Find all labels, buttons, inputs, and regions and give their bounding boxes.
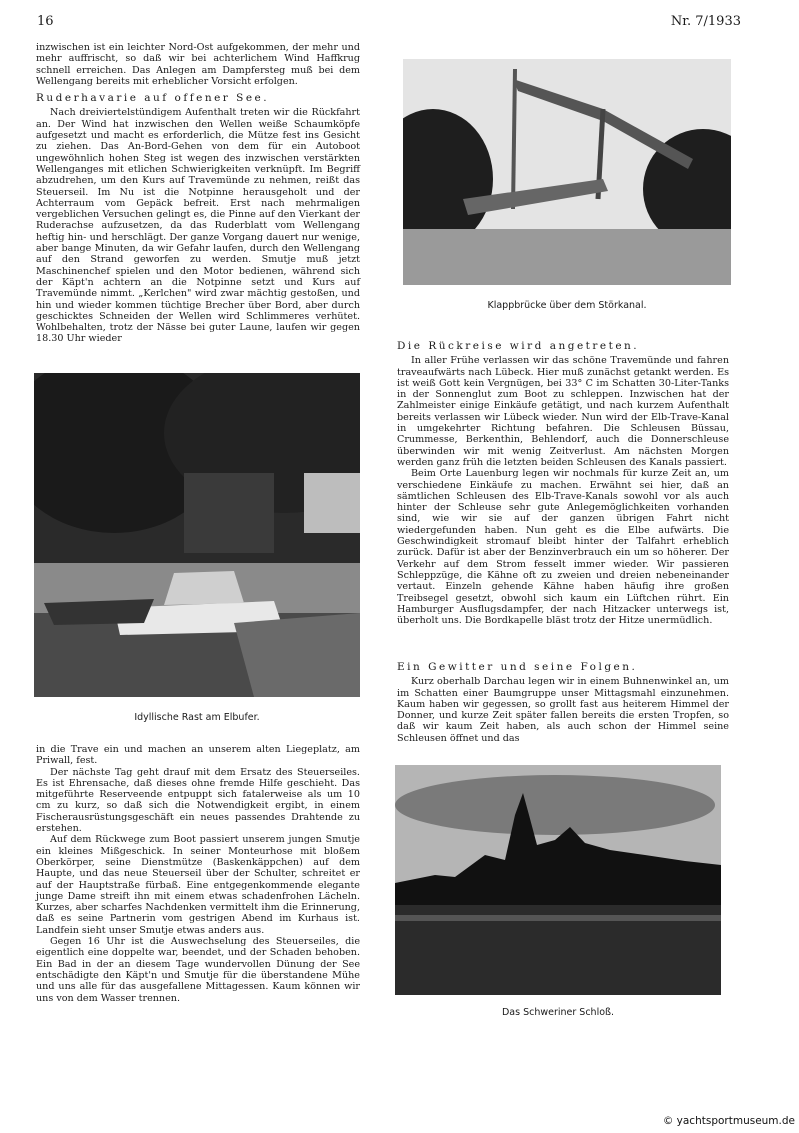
section-heading: Ruderhavarie auf offener See. <box>36 92 270 105</box>
photo-elbufer <box>34 373 360 697</box>
paragraph: Der nächste Tag geht drauf mit dem Ersatz des Steuerseiles. Es ist Ehrensache, daß dieses ohne fremde Hilfe geschieht. Das mitgeführte Reserveende entpuppt sich fatalerweise als um 10 cm zu kurz, so daß sich die Notwendigkeit ergibt, in einem Fischerausrüstungsgeschäft ein neues passendes Drahtende zu erstehen. <box>36 766 360 835</box>
paragraph: inzwischen ist ein leichter Nord-Ost aufgekommen, der mehr und mehr auffrischt, so daß wir bei achterlichem Wind Haffkrug schnell erreichen. Das Anlegen am Dampfersteg muß bei dem Wellengang bereits mit erheblicher Vorsicht erfolgen. <box>36 42 360 87</box>
photo-schwerin <box>395 765 721 995</box>
caption-klappbruecke: Klappbrücke über dem Störkanal. <box>487 300 647 311</box>
paragraph: Nach dreiviertelstündigem Aufenthalt treten wir die Rückfahrt an. Der Wind hat inzwischen den Wellen weiße Schaumköpfe aufgesetzt und macht es erforderlich, die Mütze fest ins Gesicht zu ziehen. Das An-Bord-Gehen von dem für ein Autoboot ungewöhnlich hohen Steg ist wegen des inzwischen verstärkten Wellenganges mit etlichen Schwierigkeiten verknüpft. Im Begriff abzudrehen, um den Kurs auf Travemünde zu nehmen, reißt das Steuerseil. Im Nu ist die Notpinne herausgeholt und der Achterraum vom Gepäck befreit. Erst nach mehrmaligen vergeblichen Versuchen gelingt es, die Pinne auf den Vierkant der Ruderachse aufzusetzen, da das Ruderblatt vom Wellengang heftig hin- und herschlägt. Der ganze Vorgang dauert nur wenige, aber bange Minuten, da wir Gefahr laufen, durch den Wellengang auf den Strand geworfen zu werden. Smutje muß jetzt Maschinenchef spielen und den Motor bedienen, während sich der Käpt'n achtern an die Notpinne setzt und Kurs auf Travemünde nimmt. „Kerlchen" wird zwar mächtig gestoßen, und hin und wieder kommen tüchtige Brecher über Bord, aber durch geschicktes Schneiden der Wellen wird Schlimmeres verhütet. Wohlbehalten, trotz der Nässe bei guter Laune, laufen wir gegen 18.30 Uhr wieder <box>36 107 360 345</box>
paragraph: in die Trave ein und machen an unserem alten Liegeplatz, am Priwall, fest. <box>36 744 360 767</box>
section-heading: Die Rückreise wird angetreten. <box>397 340 640 352</box>
issue-number: Nr. 7/1933 <box>670 14 741 29</box>
caption-elbufer: Idyllische Rast am Elbufer. <box>134 712 260 723</box>
paragraph: Gegen 16 Uhr ist die Auswechselung des Steuerseiles, die eigentlich eine doppelte war, beendet, und der Schaden behoben. Ein Bad in der an diesem Tage wundervollen Dünung der See entschädigte den Käpt'n und Smutje für die überstandene Mühe und uns alle für das ausgefallene Mittagessen. Kaum können wir uns von dem Wasser trennen. <box>36 936 360 1004</box>
caption-schwerin: Das Schweriner Schloß. <box>501 1007 615 1018</box>
paragraph: Beim Orte Lauenburg legen wir nochmals für kurze Zeit an, um verschiedene Einkäufe zu machen. Erwähnt sei hier, daß an sämtlichen Schleusen des Elb-Trave-Kanals sowohl vor als auch hinter der Schleuse sehr gute Anlegemöglichkeiten vorhanden sind, wie wir sie auf der ganzen übrigen Fahrt nicht wiedergefunden haben. Nun geht es die Elbe aufwärts. Die Geschwindigkeit stromauf bleibt hinter der Talfahrt erheblich zurück. Dafür ist aber der Benzinverbrauch ein um so höherer. Der Verkehr auf dem Strom fesselt immer wieder. Wir passieren Schleppzüge, die Kähne oft zu zweien und dreien nebeneinander vertaut. Einzeln gehende Kähne haben häufig ihre großen Treibsegel gesetzt, obwohl sich kaum ein Lüftchen rührt. Ein Hamburger Ausflugsdampfer, der nach Hitzacker unterwegs ist, überholt uns. Die Bordkapelle bläst trotz der Hitze unermüdlich. <box>397 468 729 627</box>
section-heading: Ein Gewitter und seine Folgen. <box>397 661 638 673</box>
right-column-storm <box>397 656 729 744</box>
photo-klappbruecke <box>403 59 731 285</box>
paragraph: In aller Frühe verlassen wir das schöne Travemünde und fahren traveaufwärts nach Lübeck. Hier muß zunächst getankt werden. Es ist weiß Gott kein Vergnügen, bei 33° C im Schatten 30-Liter-Tanks in der Sonnenglut zum Boot zu schleppen. Inzwischen hat der Zahlmeister einige Einkäufe getätigt, und nach kurzem Aufenthalt bereits verlassen wir Lübeck wieder. Nun wird der Elb-Trave-Kanal in umgekehrter Richtung befahren. Die Schleusen Büssau, Crummesse, Berkenthin, Behlendorf, auch die Donnerschleuse überwinden wir mit wenig Zeitverlust. Am nächsten Morgen werden ganz früh die letzten beiden Schleusen des Kanals passiert. <box>397 355 729 468</box>
right-column-middle <box>397 335 729 626</box>
paragraph: Auf dem Rückwege zum Boot passiert unserem jungen Smutje ein kleines Mißgeschick. In seiner Monteurhose mit bloßem Oberkörper, seine Dienstmütze (Baskenkäppchen) auf dem Haupte, und das neue Steuerseil über der Schulter, schreitet er auf der Hauptstraße fürbaß. Eine entgegenkommende elegante junge Dame streift ihn mit einem etwas schadenfrohen Lächeln. Kurzes, aber scharfes Nachdenken vermittelt ihm die Erinnerung, daß es seine Partnerin vom gestrigen Abend im Kurhaus ist. Landfein sieht unser Smutje etwas anders aus. <box>36 834 360 936</box>
page-number: 16 <box>37 14 54 29</box>
paragraph: Kurz oberhalb Darchau legen wir in einem Buhnenwinkel an, um im Schatten einer Baumgruppe unser Mittagsmahl einzunehmen. Kaum haben wir gegessen, so grollt fast aus heiterem Himmel der Donner, und kurze Zeit später fallen bereits die ersten Tropfen, so daß wir kaum Zeit haben, als auch schon der Himmel seine Schleusen öffnet und das <box>397 676 729 744</box>
left-column-top <box>36 42 360 345</box>
watermark: © yachtsportmuseum.de <box>662 1115 795 1127</box>
left-column-bottom <box>36 744 360 1004</box>
